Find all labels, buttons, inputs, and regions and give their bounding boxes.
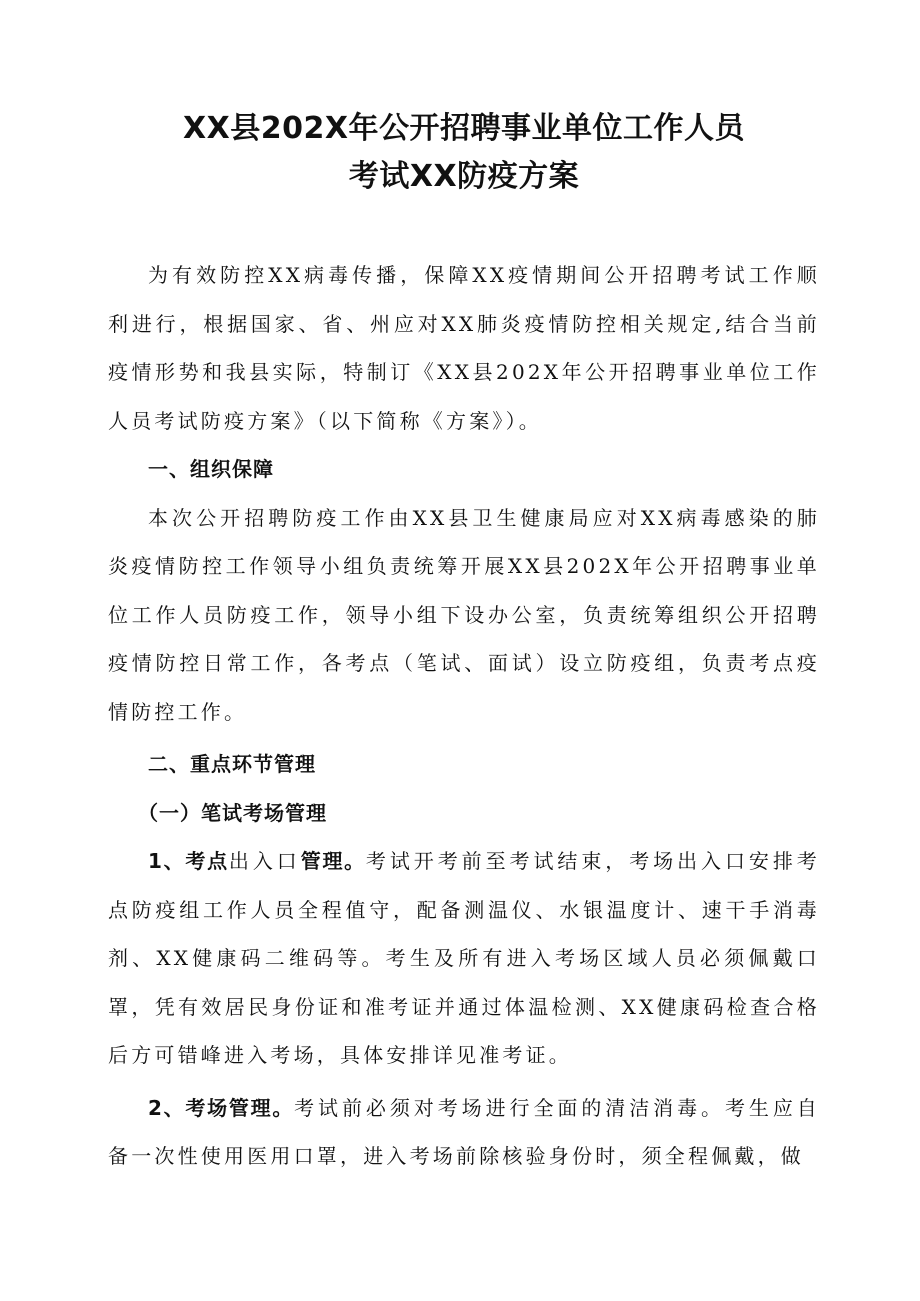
item-1-paragraph (108, 837, 820, 1080)
section-2-heading: 二、重点环节管理 (148, 752, 316, 776)
item-2-body: 考试前必须对考场进行全面的清洁消毒。考生应自备一次性使用医用口罩，进入考场前除核验身份时，须全程佩戴，做 (108, 1095, 820, 1168)
subsection-1-heading: （一）笔试考场管理 (138, 800, 327, 825)
item-2-lead: 2、考场管理。 (148, 1095, 295, 1120)
section-1-heading: 一、组织保障 (148, 457, 274, 481)
item-1-lead-b: 管理。 (300, 849, 366, 873)
title-line-1: XX县202X年公开招聘事业单位工作人员 (182, 111, 745, 146)
section-1-body: 本次公开招聘防疫工作由XX县卫生健康局应对XX病毒感染的肺炎疫情防控工作领导小组负责统筹开展XX县202X年公开招聘事业单位工作人员防疫工作，领导小组下设办公室，负责统筹组织公开招聘疫情防控日常工作，各考点（笔试、面试）设立防疫组，负责考点疫情防控工作。 (108, 505, 820, 724)
title-line-2: 考试XX防疫方案 (348, 159, 580, 194)
document-title (108, 105, 820, 201)
item-1-body: 考试开考前至考试结束，考场出入口安排考点防疫组工作人员全程值守，配备测温仪、水银温度计、速干手消毒剂、XX健康码二维码等。考生及所有进入考场区域人员必须佩戴口罩，凭有效居民身份证和准考证并通过体温检测、XX健康码检查合格后方可错峰进入考场，具体安排详见准考证。 (108, 849, 821, 1067)
intro-paragraph: 为有效防控XX病毒传播，保障XX疫情期间公开招聘考试工作顺利进行，根据国家、省、州应对XX肺炎疫情防控相关规定,结合当前疫情形势和我县实际，特制订《XX县202X年公开招聘事业单位工作人员考试防疫方案》（以下简称《方案》）。 (108, 263, 820, 433)
item-1-lead-a: 1、考点 (148, 849, 229, 873)
item-1-lead-mid: 出入口 (228, 849, 301, 873)
document-page (108, 105, 820, 1181)
item-2-paragraph (108, 1084, 820, 1181)
